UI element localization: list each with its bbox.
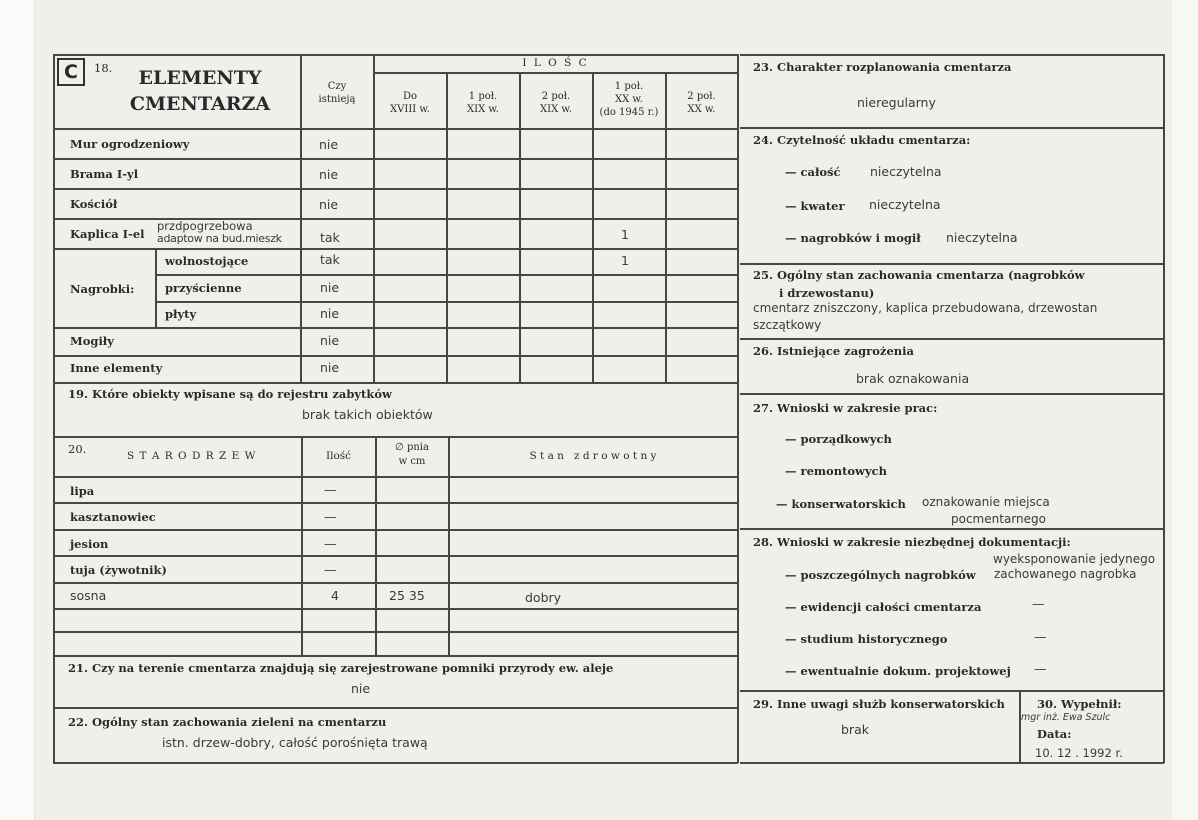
s20-number: 20. <box>68 442 87 456</box>
s30-question: 30. Wypełnił: <box>1037 697 1122 711</box>
s25-answer-line2: szczątkowy <box>753 318 822 332</box>
title-line1: ELEMENTY <box>138 67 262 89</box>
row-mur-czy: nie <box>319 137 339 152</box>
s24-calosc-label: — całość <box>785 165 841 179</box>
tree-jesion-ilosc: — <box>324 536 337 551</box>
col2-l1: 1 poł. <box>468 91 498 102</box>
s28-ewid-answer: — <box>1032 596 1045 611</box>
s27-rem: — remontowych <box>785 464 888 478</box>
s24-kwater-answer: nieczytelna <box>869 197 941 212</box>
tree-lipa-ilosc: — <box>324 482 337 497</box>
row-wolno-xx1: 1 <box>621 253 629 268</box>
s24-kwater-label: — kwater <box>785 199 845 213</box>
s25-question-line2: i drzewostanu) <box>779 286 875 300</box>
s24-question: 24. Czytelność układu cmentarza: <box>753 133 971 147</box>
col4-l3: (do 1945 r.) <box>599 107 659 118</box>
card-left-edge <box>0 0 35 820</box>
czy-istnieja-header <box>301 80 373 106</box>
s26-question: 26. Istniejące zagrożenia <box>753 344 914 358</box>
s24-nagrobkow-label: — nagrobków i mogił <box>785 231 921 245</box>
row-brama-label: Brama I-yl <box>70 167 139 181</box>
row-inne-label: Inne elementy <box>70 361 163 375</box>
row-inne-czy: nie <box>320 360 340 375</box>
s28-question: 28. Wnioski w zakresie niezbędnej dokumentacji: <box>753 535 1071 549</box>
s20-stan-header: S t a n z d r o w o t n y <box>529 450 657 462</box>
s28-ewent: — ewentualnie dokum. projektowej <box>785 664 1011 678</box>
col-xix2-header <box>520 90 592 116</box>
col2-l2: XIX w. <box>467 104 499 115</box>
s28-ewent-answer: — <box>1034 661 1047 676</box>
s25-answer-line1: cmentarz zniszczony, kaplica przebudowana, drzewostan <box>753 301 1098 315</box>
s30-date-label: Data: <box>1037 727 1072 741</box>
row-kaplica-xx1: 1 <box>621 227 629 242</box>
row-kosciol-czy: nie <box>319 197 339 212</box>
row-mogily-label: Mogiły <box>70 334 114 348</box>
s27-kons: — konserwatorskich <box>776 497 906 511</box>
s19-question: 19. Które obiekty wpisane są do rejestru zabytków <box>68 387 392 401</box>
tree-lipa-name: lipa <box>70 484 95 498</box>
row-wolno-label: wolnostojące <box>165 254 249 268</box>
s28-ewid: — ewidencji całości cmentarza <box>785 600 982 614</box>
tree-sosna-stan: dobry <box>525 590 562 605</box>
s27-kons-answer1: oznakowanie miejsca <box>922 495 1050 509</box>
row-mur-label: Mur ogrodzeniowy <box>70 137 190 151</box>
tree-jesion-name: jesion <box>70 537 109 551</box>
nagrobki-label: Nagrobki: <box>70 282 135 296</box>
card-right-edge <box>1172 0 1198 820</box>
row-przysc-czy: nie <box>320 280 340 295</box>
col-xx2-header <box>666 90 737 116</box>
czy-line2: istnieją <box>318 94 356 105</box>
row-wolno-czy: tak <box>320 252 340 267</box>
pnia-unit: w cm <box>398 456 426 467</box>
s27-question: 27. Wnioski w zakresie prac: <box>753 401 938 415</box>
col3-l1: 2 poł. <box>541 91 571 102</box>
col5-l2: XX w. <box>687 104 716 115</box>
s28-stud-answer: — <box>1034 629 1047 644</box>
s30-date: 10. 12 . 1992 r. <box>1035 746 1123 760</box>
row-kaplica-note1: przdpogrzebowa <box>157 219 253 233</box>
s21-question: 21. Czy na terenie cmentarza znajdują się zarejestrowane pomniki przyrody ew. aleje <box>68 661 614 675</box>
col4-l2: XX w. <box>615 94 643 105</box>
section-18-number: 18. <box>94 61 113 75</box>
s28-posz-answer2: zachowanego nagrobka <box>994 567 1137 581</box>
row-przysc-label: przyścienne <box>165 281 242 295</box>
row-kosciol-label: Kościół <box>70 197 118 211</box>
s28-posz-answer1: wyeksponowanie jedynego <box>993 552 1156 566</box>
s28-stud: — studium historycznego <box>785 632 948 646</box>
s23-question: 23. Charakter rozplanowania cmentarza <box>753 60 1012 74</box>
tree-tuja-ilosc: — <box>324 562 337 577</box>
s20-ilosc-header: Ilość <box>325 450 352 462</box>
s20-pnia-header <box>376 441 448 469</box>
col4-l1: 1 poł. <box>614 81 644 92</box>
ilosc-header: I L O Ś C <box>522 57 589 69</box>
s25-question-line1: 25. Ogólny stan zachowania cmentarza (nagrobków <box>753 268 1085 282</box>
s20-title: S T A R O D R Z E W <box>127 450 257 462</box>
s27-kons-answer2: pocmentarnego <box>951 512 1046 526</box>
row-kaplica-label: Kaplica I-el <box>70 227 145 241</box>
row-brama-czy: nie <box>319 167 339 182</box>
col1-l1: Do <box>402 91 418 102</box>
s24-nagrobkow-answer: nieczytelna <box>946 230 1018 245</box>
tree-kasztanowiec-name: kasztanowiec <box>70 510 156 524</box>
row-kaplica-note2: adaptow na bud.mieszk <box>157 232 282 245</box>
czy-line1: Czy <box>327 81 347 92</box>
col-xix1-header <box>447 90 519 116</box>
title-line2: CMENTARZA <box>129 93 271 115</box>
s27-porz: — porządkowych <box>785 432 892 446</box>
s23-answer: nieregularny <box>857 95 936 110</box>
s29-question: 29. Inne uwagi służb konserwatorskich <box>753 697 1005 711</box>
pnia-label: pnia <box>406 442 429 453</box>
tree-kasztanowiec-ilosc: — <box>324 509 337 524</box>
s29-answer: brak <box>841 722 869 737</box>
row-mogily-czy: nie <box>320 333 340 348</box>
diameter-icon: ∅ <box>395 442 404 453</box>
s22-answer: istn. drzew-dobry, całość porośnięta trawą <box>162 735 428 750</box>
col-xviii-header <box>374 90 446 116</box>
tree-tuja-name: tuja (żywotnik) <box>70 563 167 577</box>
col3-l2: XIX w. <box>540 104 572 115</box>
s24-calosc-answer: nieczytelna <box>870 164 942 179</box>
tree-sosna-name: sosna <box>70 588 107 603</box>
s26-answer: brak oznakowania <box>856 371 970 386</box>
s21-answer: nie <box>351 681 371 696</box>
tree-sosna-ilosc: 4 <box>331 588 339 603</box>
col5-l1: 2 poł. <box>687 91 716 102</box>
col1-l2: XVIII w. <box>390 104 430 115</box>
s30-name: mgr inż. Ewa Szulc <box>1021 712 1111 723</box>
s19-answer: brak takich obiektów <box>302 407 433 422</box>
col-xx1-header <box>593 80 665 119</box>
row-plyty-czy: nie <box>320 306 340 321</box>
tree-sosna-pien: 25 35 <box>389 588 425 603</box>
s28-posz: — poszczególnych nagrobków <box>785 568 976 582</box>
s22-question: 22. Ogólny stan zachowania zieleni na cmentarzu <box>68 715 387 729</box>
row-plyty-label: płyty <box>165 307 197 321</box>
row-kaplica-czy: tak <box>320 230 340 245</box>
c-box: C <box>57 58 85 86</box>
